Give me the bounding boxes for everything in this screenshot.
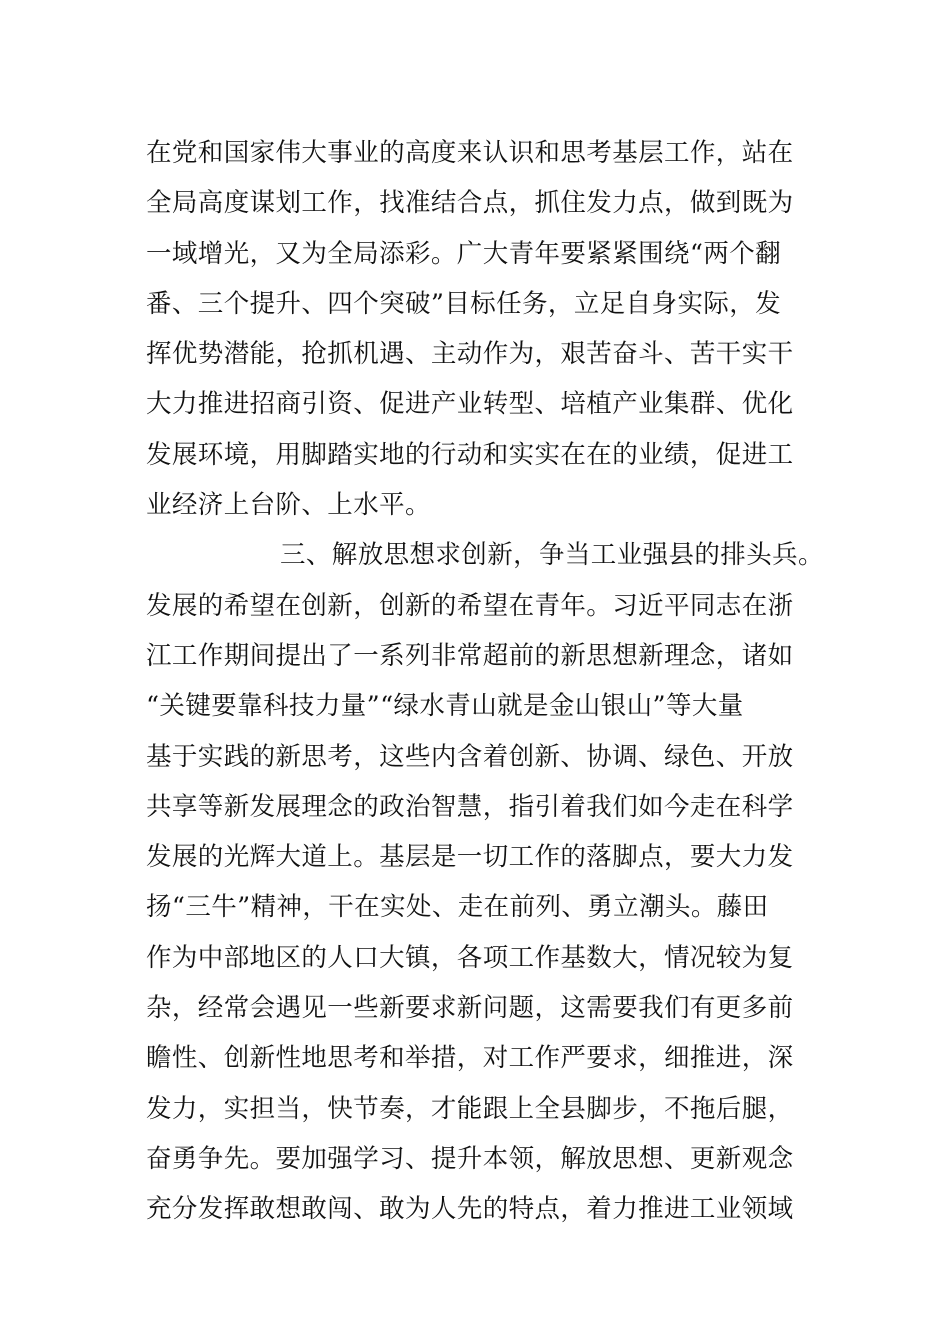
text-line: 基于实践的新思考，这些内含着创新、协调、绿色、开放 (146, 741, 794, 772)
text-line: “关键要靠科技力量”“绿水青山就是金山银山”等大量 (146, 691, 744, 722)
text-line: 瞻性、创新性地思考和举措，对工作严要求，细推进，深 (146, 1043, 794, 1074)
text-line: 奋勇争先。要加强学习、提升本领，解放思想、更新观念 (146, 1143, 794, 1174)
text-line: 发展的希望在创新，创新的希望在青年。习近平同志在浙 (146, 590, 794, 621)
text-line: 发力，实担当，快节奏，才能跟上全县脚步，不拖后腿， (146, 1093, 794, 1124)
section-heading: 三、解放思想求创新，争当工业强县的排头兵。 (280, 540, 824, 571)
text-line: 发展环境，用脚踏实地的行动和实实在在的业绩，促进工 (146, 439, 794, 470)
text-line: 挥优势潜能，抢抓机遇、主动作为，艰苦奋斗、苦干实干 (146, 339, 794, 370)
text-line: 大力推进招商引资、促进产业转型、培植产业集群、优化 (146, 389, 794, 420)
text-line: 在党和国家伟大事业的高度来认识和思考基层工作，站在 (146, 138, 794, 168)
text-line: 发展的光辉大道上。基层是一切工作的落脚点，要大力发 (146, 842, 794, 873)
text-line: 业经济上台阶、上水平。 (146, 490, 431, 521)
text-line: 扬“三牛”精神，干在实处、走在前列、勇立潮头。藤田 (146, 892, 769, 923)
text-line: 共享等新发展理念的政治智慧，指引着我们如今走在科学 (146, 791, 794, 822)
body-text (146, 128, 826, 1235)
text-line: 作为中部地区的人口大镇，各项工作基数大，情况较为复 (146, 942, 794, 973)
text-line: 充分发挥敢想敢闯、敢为人先的特点，着力推进工业领域 (146, 1194, 794, 1225)
text-line: 全局高度谋划工作，找准结合点，抓住发力点，做到既为 (146, 188, 794, 219)
text-line: 杂，经常会遇见一些新要求新问题，这需要我们有更多前 (146, 993, 794, 1024)
text-line: 番、三个提升、四个突破”目标任务，立足自身实际，发 (146, 288, 782, 319)
text-line: 一域增光，又为全局添彩。广大青年要紧紧围绕“两个翻 (146, 238, 782, 269)
text-line: 江工作期间提出了一系列非常超前的新思想新理念，诸如 (146, 640, 794, 671)
